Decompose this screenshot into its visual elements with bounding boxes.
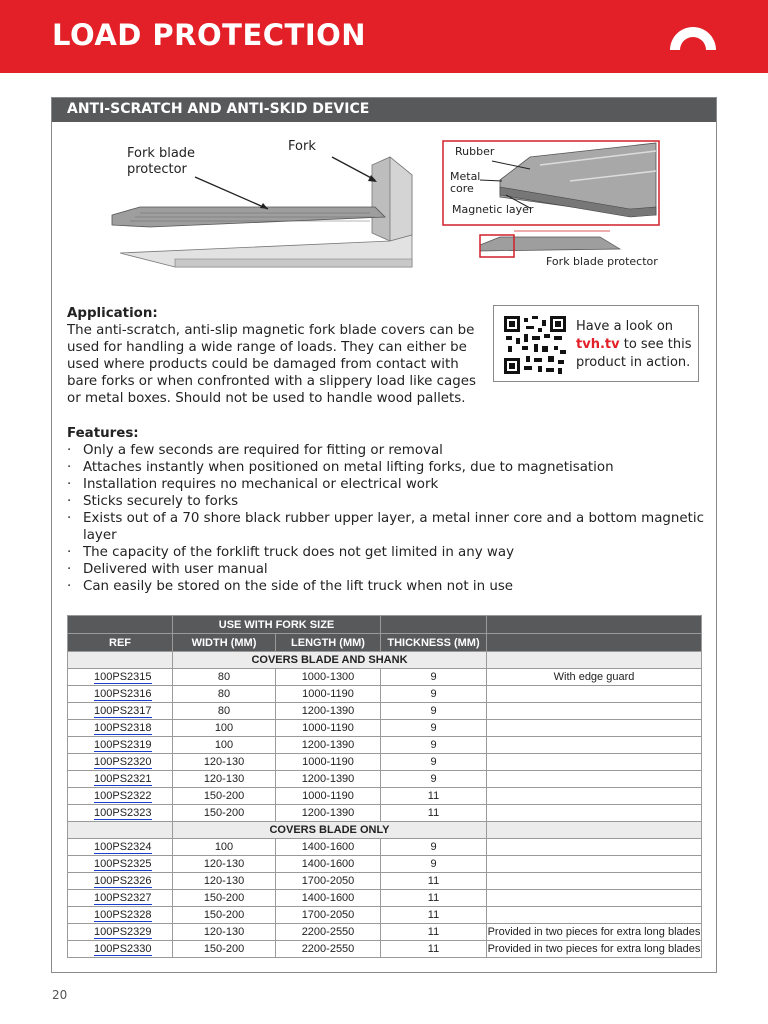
ref-cell[interactable] — [68, 771, 173, 788]
feature-item: · Exists out of a 70 shore black rubber upper layer, a metal inner core and a bottom magnetic layer — [67, 510, 707, 544]
notes-cell — [487, 856, 702, 873]
thickness-cell: 11 — [381, 941, 487, 958]
length-cell: 1700-2050 — [276, 907, 381, 924]
group-title: COVERS BLADE AND SHANK — [173, 652, 487, 669]
table-header-empty — [381, 616, 487, 634]
notes-cell — [487, 788, 702, 805]
label-fork-blade-protector-small: Fork blade protector — [546, 255, 658, 268]
thickness-cell: 9 — [381, 856, 487, 873]
page-title: LOAD PROTECTION — [52, 18, 367, 52]
width-cell: 120-130 — [173, 771, 276, 788]
ref-cell[interactable] — [68, 703, 173, 720]
section-header — [52, 98, 716, 122]
feature-item: · Can easily be stored on the side of the lift truck when not in use — [67, 578, 707, 595]
spec-table — [67, 615, 702, 958]
label-fork-blade-protector: Fork blade protector — [127, 146, 196, 177]
ref-link[interactable]: 100PS2319 — [94, 739, 152, 751]
notes-cell: Provided in two pieces for extra long blades — [487, 924, 702, 941]
ref-cell[interactable] — [68, 839, 173, 856]
width-cell: 120-130 — [173, 856, 276, 873]
ref-link[interactable]: 100PS2325 — [94, 858, 152, 870]
col-length: LENGTH (MM) — [276, 634, 381, 652]
application-text: The anti-scratch, anti-slip magnetic fork blade covers can be used for handling a wide range of loads. They can either be used where products could be damaged from contact with bare forks or when confronted with a slippery load like cages or metal boxes. Should not be used to handle wood pallets. — [67, 323, 476, 406]
thickness-cell: 11 — [381, 924, 487, 941]
table-row — [68, 720, 702, 737]
ref-cell[interactable] — [68, 890, 173, 907]
ref-cell[interactable] — [68, 754, 173, 771]
table-row — [68, 839, 702, 856]
width-cell: 120-130 — [173, 754, 276, 771]
width-cell: 150-200 — [173, 907, 276, 924]
ref-cell[interactable] — [68, 907, 173, 924]
label-magnetic-layer: Magnetic layer — [452, 203, 534, 216]
ref-link[interactable]: 100PS2317 — [94, 705, 152, 717]
length-cell: 1400-1600 — [276, 890, 381, 907]
notes-cell — [487, 839, 702, 856]
features-heading: Features: — [67, 426, 139, 441]
length-cell: 1000-1190 — [276, 788, 381, 805]
ref-cell[interactable] — [68, 788, 173, 805]
thickness-cell: 11 — [381, 907, 487, 924]
thickness-cell: 9 — [381, 669, 487, 686]
thickness-cell: 9 — [381, 703, 487, 720]
table-row — [68, 890, 702, 907]
ref-link[interactable]: 100PS2320 — [94, 756, 152, 768]
thickness-cell: 9 — [381, 686, 487, 703]
table-header-empty — [68, 616, 173, 634]
features-list — [67, 442, 707, 595]
length-cell: 1200-1390 — [276, 771, 381, 788]
width-cell: 100 — [173, 839, 276, 856]
table-row — [68, 873, 702, 890]
table-row — [68, 805, 702, 822]
group-title: COVERS BLADE ONLY — [173, 822, 487, 839]
spec-table-body — [68, 652, 702, 958]
width-cell: 80 — [173, 686, 276, 703]
ref-cell[interactable] — [68, 805, 173, 822]
length-cell: 2200-2550 — [276, 924, 381, 941]
label-fork: Fork — [288, 139, 316, 154]
qr-text-after: to see this product in action. — [576, 337, 692, 370]
page-header — [0, 0, 768, 73]
col-ref: REF — [68, 634, 173, 652]
table-row — [68, 737, 702, 754]
group-cell-empty — [487, 652, 702, 669]
ref-link[interactable]: 100PS2330 — [94, 943, 152, 955]
application-section — [67, 305, 482, 407]
table-row — [68, 686, 702, 703]
group-cell-empty — [68, 822, 173, 839]
group-cell-empty — [487, 822, 702, 839]
length-cell: 1200-1390 — [276, 737, 381, 754]
ref-cell[interactable] — [68, 720, 173, 737]
ref-cell[interactable] — [68, 686, 173, 703]
width-cell: 100 — [173, 720, 276, 737]
notes-cell: With edge guard — [487, 669, 702, 686]
features-section — [67, 425, 707, 595]
section-title: ANTI-SCRATCH AND ANTI-SKID DEVICE — [67, 101, 370, 117]
notes-cell — [487, 873, 702, 890]
ref-link[interactable]: 100PS2328 — [94, 909, 152, 921]
notes-cell: Provided in two pieces for extra long blades — [487, 941, 702, 958]
length-cell: 1200-1390 — [276, 805, 381, 822]
notes-cell — [487, 890, 702, 907]
brand-logo-icon — [668, 24, 718, 50]
table-group-row — [68, 822, 702, 839]
ref-link[interactable]: 100PS2324 — [94, 841, 152, 853]
thickness-cell: 9 — [381, 737, 487, 754]
feature-item: · Attaches instantly when positioned on metal lifting forks, due to magnetisation — [67, 459, 707, 476]
feature-item: · The capacity of the forklift truck does not get limited in any way — [67, 544, 707, 561]
table-group-row — [68, 652, 702, 669]
ref-link[interactable]: 100PS2315 — [94, 671, 152, 683]
width-cell: 120-130 — [173, 924, 276, 941]
ref-link[interactable]: 100PS2326 — [94, 875, 152, 887]
col-notes — [487, 634, 702, 652]
qr-callout — [493, 305, 699, 382]
width-cell: 120-130 — [173, 873, 276, 890]
ref-link[interactable]: 100PS2327 — [94, 892, 152, 904]
ref-link[interactable]: 100PS2321 — [94, 773, 152, 785]
length-cell: 2200-2550 — [276, 941, 381, 958]
length-cell: 1000-1300 — [276, 669, 381, 686]
thickness-cell: 11 — [381, 890, 487, 907]
label-metal-core: Metal core — [450, 170, 481, 195]
notes-cell — [487, 720, 702, 737]
ref-cell[interactable] — [68, 941, 173, 958]
length-cell: 1000-1190 — [276, 720, 381, 737]
table-row — [68, 924, 702, 941]
width-cell: 150-200 — [173, 788, 276, 805]
table-row — [68, 788, 702, 805]
table-header-empty — [487, 616, 702, 634]
width-cell: 150-200 — [173, 805, 276, 822]
feature-item: · Delivered with user manual — [67, 561, 707, 578]
qr-code-icon[interactable] — [504, 316, 566, 374]
length-cell: 1000-1190 — [276, 754, 381, 771]
table-row — [68, 703, 702, 720]
ref-link[interactable]: 100PS2322 — [94, 790, 152, 802]
page-number: 20 — [52, 988, 68, 1002]
ref-link[interactable]: 100PS2329 — [94, 926, 152, 938]
group-cell-empty — [68, 652, 173, 669]
ref-cell[interactable] — [68, 737, 173, 754]
notes-cell — [487, 686, 702, 703]
ref-cell[interactable] — [68, 924, 173, 941]
col-thickness: THICKNESS (MM) — [381, 634, 487, 652]
notes-cell — [487, 737, 702, 754]
thickness-cell: 9 — [381, 754, 487, 771]
width-cell: 80 — [173, 703, 276, 720]
thickness-cell: 9 — [381, 720, 487, 737]
width-cell: 80 — [173, 669, 276, 686]
width-cell: 100 — [173, 737, 276, 754]
width-cell: 150-200 — [173, 890, 276, 907]
ref-link[interactable]: 100PS2323 — [94, 807, 152, 819]
table-group-header: USE WITH FORK SIZE — [173, 616, 381, 634]
length-cell: 1200-1390 — [276, 703, 381, 720]
width-cell: 150-200 — [173, 941, 276, 958]
tvh-link[interactable]: tvh.tv — [576, 337, 620, 352]
feature-item: · Sticks securely to forks — [67, 493, 707, 510]
length-cell: 1000-1190 — [276, 686, 381, 703]
ref-cell[interactable] — [68, 669, 173, 686]
thickness-cell: 9 — [381, 839, 487, 856]
application-heading: Application: — [67, 306, 158, 321]
length-cell: 1700-2050 — [276, 873, 381, 890]
notes-cell — [487, 754, 702, 771]
table-row — [68, 856, 702, 873]
notes-cell — [487, 771, 702, 788]
thickness-cell: 11 — [381, 805, 487, 822]
table-row — [68, 771, 702, 788]
thickness-cell: 9 — [381, 771, 487, 788]
thickness-cell: 11 — [381, 873, 487, 890]
length-cell: 1400-1600 — [276, 839, 381, 856]
length-cell: 1400-1600 — [276, 856, 381, 873]
table-row — [68, 669, 702, 686]
table-row — [68, 754, 702, 771]
notes-cell — [487, 703, 702, 720]
thickness-cell: 11 — [381, 788, 487, 805]
notes-cell — [487, 907, 702, 924]
feature-item: · Installation requires no mechanical or electrical work — [67, 476, 707, 493]
notes-cell — [487, 805, 702, 822]
table-row — [68, 941, 702, 958]
table-row — [68, 907, 702, 924]
col-width: WIDTH (MM) — [173, 634, 276, 652]
ref-cell[interactable] — [68, 873, 173, 890]
label-rubber: Rubber — [455, 145, 495, 158]
ref-cell[interactable] — [68, 856, 173, 873]
qr-text — [576, 318, 696, 372]
qr-text-before: Have a look on — [576, 319, 674, 334]
ref-link[interactable]: 100PS2318 — [94, 722, 152, 734]
feature-item: · Only a few seconds are required for fitting or removal — [67, 442, 707, 459]
ref-link[interactable]: 100PS2316 — [94, 688, 152, 700]
